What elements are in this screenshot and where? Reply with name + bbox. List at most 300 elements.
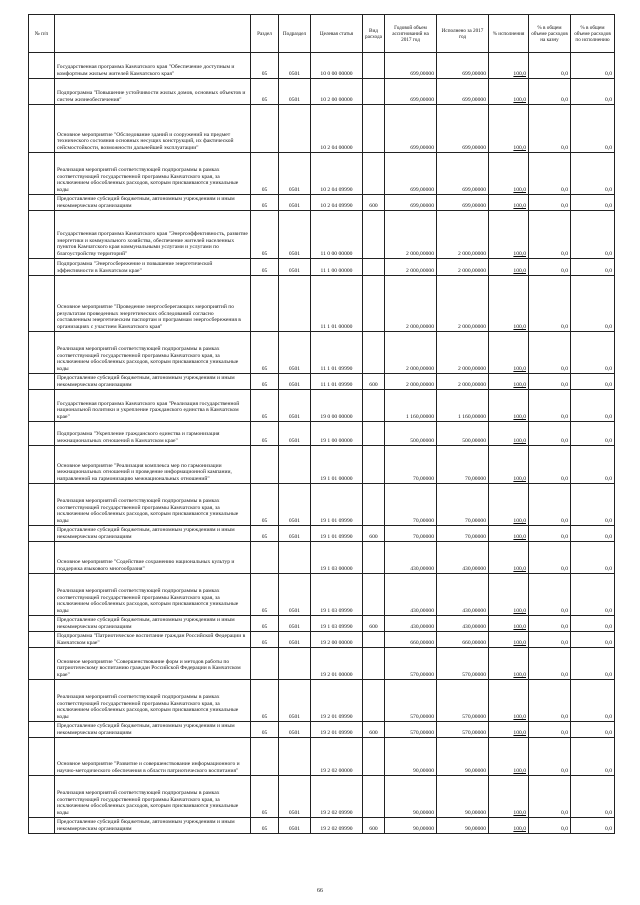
cell-name: Подпрограмма "Энергосбережение и повышение энергетической эффективности в Камчатском крае" xyxy=(55,259,251,276)
cell-pct: 100,0 xyxy=(489,738,529,776)
cell-pct: 100,0 xyxy=(489,153,529,195)
cell-pr: 0501 xyxy=(279,484,311,526)
cell-p1: 0,0 xyxy=(529,616,571,632)
cell-p1: 0,0 xyxy=(529,818,571,834)
table-row xyxy=(29,776,615,818)
cell-p2: 0,0 xyxy=(571,259,615,276)
cell-rz xyxy=(251,446,279,484)
cell-pr: 0501 xyxy=(279,195,311,211)
table-row xyxy=(29,105,615,153)
cell-p1: 0,0 xyxy=(529,211,571,259)
cell-vr xyxy=(363,79,385,105)
cell-rz: 05 xyxy=(251,680,279,722)
cell-p1: 0,0 xyxy=(529,153,571,195)
cell-p2: 0,0 xyxy=(571,616,615,632)
cell-p2: 0,0 xyxy=(571,542,615,574)
cell-exec: 699,00000 xyxy=(437,53,489,79)
table-row xyxy=(29,632,615,648)
cell-num xyxy=(29,542,55,574)
cell-exec: 699,00000 xyxy=(437,195,489,211)
cell-p2: 0,0 xyxy=(571,374,615,390)
cell-p1: 0,0 xyxy=(529,542,571,574)
cell-vr: 600 xyxy=(363,526,385,542)
cell-exec: 90,00000 xyxy=(437,818,489,834)
cell-pr xyxy=(279,276,311,332)
cell-rz: 05 xyxy=(251,259,279,276)
cell-pct: 100,0 xyxy=(489,53,529,79)
cell-pr: 0501 xyxy=(279,79,311,105)
cell-pr: 0501 xyxy=(279,53,311,79)
cell-p2: 0,0 xyxy=(571,680,615,722)
cell-pct: 100,0 xyxy=(489,542,529,574)
cell-exec: 70,00000 xyxy=(437,446,489,484)
cell-p2: 0,0 xyxy=(571,105,615,153)
cell-p1: 0,0 xyxy=(529,484,571,526)
cell-plan: 699,00000 xyxy=(385,79,437,105)
cell-pr: 0501 xyxy=(279,422,311,446)
cell-pr: 0501 xyxy=(279,526,311,542)
cell-num xyxy=(29,446,55,484)
cell-rz: 05 xyxy=(251,332,279,374)
cell-csr: 10 2 04 09990 xyxy=(311,153,363,195)
cell-p1: 0,0 xyxy=(529,374,571,390)
cell-num xyxy=(29,195,55,211)
cell-plan: 699,00000 xyxy=(385,53,437,79)
cell-name: Основное мероприятие "Проведение энергосберегающих мероприятий по результатам проведенных энергетических обследований согласно составленным энергетическим паспортам и программам энергосбережения в организациях с участием Камчатского края" xyxy=(55,276,251,332)
cell-rz: 05 xyxy=(251,484,279,526)
cell-num xyxy=(29,616,55,632)
cell-num xyxy=(29,259,55,276)
cell-p2: 0,0 xyxy=(571,332,615,374)
cell-pct: 100,0 xyxy=(489,390,529,422)
cell-csr: 19 1 03 09990 xyxy=(311,574,363,616)
table-row xyxy=(29,526,615,542)
cell-name: Основное мероприятие "Содействие сохранению национальных культур и поддержка языкового многообразия" xyxy=(55,542,251,574)
table-row xyxy=(29,446,615,484)
cell-rz xyxy=(251,276,279,332)
cell-num xyxy=(29,422,55,446)
cell-plan: 2 000,00000 xyxy=(385,259,437,276)
cell-p2: 0,0 xyxy=(571,211,615,259)
cell-num xyxy=(29,776,55,818)
cell-csr: 11 1 01 09990 xyxy=(311,374,363,390)
cell-exec: 70,00000 xyxy=(437,526,489,542)
cell-p1: 0,0 xyxy=(529,680,571,722)
cell-vr xyxy=(363,484,385,526)
cell-name: Государственная программа Камчатского края "Реализация государственной национальной политики и укрепление гражданского единства в Камчатском крае" xyxy=(55,390,251,422)
cell-vr: 600 xyxy=(363,195,385,211)
col-razdel: Раздел xyxy=(251,15,279,53)
col-csr: Целевая статья xyxy=(311,15,363,53)
cell-pct: 100,0 xyxy=(489,374,529,390)
cell-name: Реализация мероприятий соответствующей подпрограммы в рамках соответствующей государственной программы Камчатского края, за исключением обособленных расходов, которым присваиваются уникальные коды xyxy=(55,484,251,526)
cell-vr xyxy=(363,632,385,648)
cell-csr: 19 2 02 09990 xyxy=(311,818,363,834)
cell-pct: 100,0 xyxy=(489,211,529,259)
table-row xyxy=(29,422,615,446)
cell-rz: 05 xyxy=(251,211,279,259)
cell-exec: 90,00000 xyxy=(437,776,489,818)
cell-plan: 2 000,00000 xyxy=(385,332,437,374)
cell-p2: 0,0 xyxy=(571,195,615,211)
cell-pr: 0501 xyxy=(279,390,311,422)
table-header-row xyxy=(29,15,615,53)
table-row xyxy=(29,79,615,105)
cell-num xyxy=(29,390,55,422)
table-row xyxy=(29,818,615,834)
cell-vr xyxy=(363,211,385,259)
cell-pct: 100,0 xyxy=(489,446,529,484)
cell-p2: 0,0 xyxy=(571,722,615,738)
cell-num xyxy=(29,738,55,776)
col-pct: % исполнения xyxy=(489,15,529,53)
cell-rz: 05 xyxy=(251,79,279,105)
cell-rz xyxy=(251,542,279,574)
cell-plan: 500,00000 xyxy=(385,422,437,446)
cell-num xyxy=(29,526,55,542)
cell-pct: 100,0 xyxy=(489,332,529,374)
cell-p1: 0,0 xyxy=(529,390,571,422)
cell-csr: 10 2 04 00000 xyxy=(311,105,363,153)
cell-vr: 600 xyxy=(363,722,385,738)
cell-pct: 100,0 xyxy=(489,105,529,153)
cell-pct: 100,0 xyxy=(489,776,529,818)
col-pct-total: % в общем объеме расходов на казну xyxy=(529,15,571,53)
cell-p1: 0,0 xyxy=(529,422,571,446)
cell-pct: 100,0 xyxy=(489,276,529,332)
cell-rz: 05 xyxy=(251,374,279,390)
cell-csr: 10 2 00 00000 xyxy=(311,79,363,105)
cell-vr xyxy=(363,259,385,276)
cell-plan: 70,00000 xyxy=(385,526,437,542)
cell-rz: 05 xyxy=(251,153,279,195)
cell-pct: 100,0 xyxy=(489,616,529,632)
cell-pct: 100,0 xyxy=(489,259,529,276)
cell-pr: 0501 xyxy=(279,722,311,738)
cell-num xyxy=(29,53,55,79)
cell-num xyxy=(29,574,55,616)
cell-pr: 0501 xyxy=(279,211,311,259)
cell-exec: 570,00000 xyxy=(437,680,489,722)
cell-plan: 570,00000 xyxy=(385,722,437,738)
cell-csr: 19 1 01 09990 xyxy=(311,484,363,526)
cell-p2: 0,0 xyxy=(571,53,615,79)
cell-plan: 430,00000 xyxy=(385,616,437,632)
cell-p1: 0,0 xyxy=(529,276,571,332)
table-row xyxy=(29,374,615,390)
cell-p1: 0,0 xyxy=(529,259,571,276)
col-podrazdel: Подраздел xyxy=(279,15,311,53)
cell-num xyxy=(29,722,55,738)
cell-pr xyxy=(279,738,311,776)
cell-csr: 11 1 00 00000 xyxy=(311,259,363,276)
cell-pct: 100,0 xyxy=(489,195,529,211)
cell-num xyxy=(29,276,55,332)
cell-csr: 19 1 01 09990 xyxy=(311,526,363,542)
page-number: 66 xyxy=(317,888,323,894)
table-row xyxy=(29,616,615,632)
cell-pr: 0501 xyxy=(279,153,311,195)
cell-name: Реализация мероприятий соответствующей подпрограммы в рамках соответствующей государственной программы Камчатского края, за исключением обособленных расходов, которым присваиваются уникальные коды xyxy=(55,776,251,818)
cell-p1: 0,0 xyxy=(529,776,571,818)
cell-num xyxy=(29,680,55,722)
cell-csr: 19 2 00 00000 xyxy=(311,632,363,648)
cell-csr: 19 1 00 00000 xyxy=(311,422,363,446)
cell-p1: 0,0 xyxy=(529,722,571,738)
cell-num xyxy=(29,632,55,648)
cell-plan: 2 000,00000 xyxy=(385,211,437,259)
cell-pr xyxy=(279,542,311,574)
cell-rz: 05 xyxy=(251,422,279,446)
cell-p2: 0,0 xyxy=(571,390,615,422)
cell-p2: 0,0 xyxy=(571,632,615,648)
cell-num xyxy=(29,153,55,195)
cell-pct: 100,0 xyxy=(489,574,529,616)
table-row xyxy=(29,680,615,722)
cell-p2: 0,0 xyxy=(571,648,615,680)
cell-pct: 100,0 xyxy=(489,526,529,542)
cell-csr: 19 1 01 00000 xyxy=(311,446,363,484)
cell-exec: 2 000,00000 xyxy=(437,276,489,332)
cell-exec: 500,00000 xyxy=(437,422,489,446)
cell-rz: 05 xyxy=(251,818,279,834)
cell-name: Предоставление субсидий бюджетным, автономным учреждениям и иным некоммерческим организациям xyxy=(55,195,251,211)
cell-p2: 0,0 xyxy=(571,526,615,542)
cell-p1: 0,0 xyxy=(529,105,571,153)
col-pct-executed: % в общем объеме расходов по исполнению xyxy=(571,15,615,53)
cell-p1: 0,0 xyxy=(529,446,571,484)
cell-csr: 10 0 00 00000 xyxy=(311,53,363,79)
cell-p1: 0,0 xyxy=(529,195,571,211)
cell-rz: 05 xyxy=(251,195,279,211)
table-row xyxy=(29,332,615,374)
cell-pr: 0501 xyxy=(279,632,311,648)
cell-vr xyxy=(363,680,385,722)
cell-name: Предоставление субсидий бюджетным, автономным учреждениям и иным некоммерческим организациям xyxy=(55,526,251,542)
col-plan: Годовой объем ассигнований на 2017 год xyxy=(385,15,437,53)
cell-csr: 19 2 01 09990 xyxy=(311,680,363,722)
cell-pct: 100,0 xyxy=(489,79,529,105)
cell-name: Реализация мероприятий соответствующей подпрограммы в рамках соответствующей государственной программы Камчатского края, за исключением обособленных расходов, которым присваиваются уникальные коды xyxy=(55,680,251,722)
cell-pct: 100,0 xyxy=(489,680,529,722)
cell-exec: 430,00000 xyxy=(437,574,489,616)
cell-rz xyxy=(251,648,279,680)
col-vr: Вид расхода xyxy=(363,15,385,53)
cell-plan: 90,00000 xyxy=(385,776,437,818)
cell-pct: 100,0 xyxy=(489,818,529,834)
cell-p1: 0,0 xyxy=(529,574,571,616)
cell-csr: 19 2 01 00000 xyxy=(311,648,363,680)
cell-p2: 0,0 xyxy=(571,446,615,484)
cell-name: Предоставление субсидий бюджетным, автономным учреждениям и иным некоммерческим организациям xyxy=(55,722,251,738)
cell-vr: 600 xyxy=(363,616,385,632)
cell-plan: 70,00000 xyxy=(385,446,437,484)
cell-rz xyxy=(251,738,279,776)
table-row xyxy=(29,211,615,259)
cell-pr: 0501 xyxy=(279,680,311,722)
table-row xyxy=(29,195,615,211)
cell-name: Основное мероприятие "Совершенствование форм и методов работы по патриотическому воспитанию граждан Российской Федерации в Камчатском крае" xyxy=(55,648,251,680)
cell-pr: 0501 xyxy=(279,574,311,616)
cell-num xyxy=(29,211,55,259)
cell-pct: 100,0 xyxy=(489,722,529,738)
cell-name: Реализация мероприятий соответствующей подпрограммы в рамках соответствующей государственной программы Камчатского края, за исключением обособленных расходов, которым присваиваются уникальные коды xyxy=(55,153,251,195)
cell-vr xyxy=(363,574,385,616)
cell-plan: 570,00000 xyxy=(385,680,437,722)
cell-name: Государственная программа Камчатского края "Обеспечение доступным и комфортным жильем жителей Камчатского края" xyxy=(55,53,251,79)
cell-p2: 0,0 xyxy=(571,574,615,616)
cell-p1: 0,0 xyxy=(529,648,571,680)
cell-vr xyxy=(363,105,385,153)
table-row xyxy=(29,276,615,332)
cell-pr: 0501 xyxy=(279,259,311,276)
cell-plan: 430,00000 xyxy=(385,574,437,616)
cell-rz: 05 xyxy=(251,616,279,632)
cell-csr: 10 2 04 09990 xyxy=(311,195,363,211)
table-row xyxy=(29,542,615,574)
cell-csr: 19 0 00 00000 xyxy=(311,390,363,422)
cell-csr: 11 0 00 00000 xyxy=(311,211,363,259)
cell-exec: 699,00000 xyxy=(437,105,489,153)
cell-num xyxy=(29,484,55,526)
cell-csr: 11 1 01 00000 xyxy=(311,276,363,332)
cell-name: Реализация мероприятий соответствующей подпрограммы в рамках соответствующей государственной программы Камчатского края, за исключением обособленных расходов, которым присваиваются уникальные коды xyxy=(55,574,251,616)
cell-rz: 05 xyxy=(251,390,279,422)
cell-vr: 600 xyxy=(363,374,385,390)
cell-exec: 70,00000 xyxy=(437,484,489,526)
cell-exec: 570,00000 xyxy=(437,648,489,680)
cell-plan: 90,00000 xyxy=(385,818,437,834)
cell-plan: 1 160,00000 xyxy=(385,390,437,422)
cell-pr: 0501 xyxy=(279,616,311,632)
cell-pr xyxy=(279,105,311,153)
col-executed: Исполнено за 2017 год xyxy=(437,15,489,53)
cell-exec: 430,00000 xyxy=(437,542,489,574)
cell-vr xyxy=(363,390,385,422)
cell-rz: 05 xyxy=(251,574,279,616)
cell-rz: 05 xyxy=(251,53,279,79)
cell-exec: 699,00000 xyxy=(437,153,489,195)
cell-pct: 100,0 xyxy=(489,484,529,526)
cell-pr: 0501 xyxy=(279,374,311,390)
cell-p2: 0,0 xyxy=(571,153,615,195)
cell-plan: 90,00000 xyxy=(385,738,437,776)
cell-num xyxy=(29,105,55,153)
cell-num xyxy=(29,818,55,834)
cell-p1: 0,0 xyxy=(529,526,571,542)
cell-plan: 699,00000 xyxy=(385,195,437,211)
cell-name: Подпрограмма "Патриотическое воспитание граждан Российской Федерации в Камчатском крае" xyxy=(55,632,251,648)
cell-p1: 0,0 xyxy=(529,738,571,776)
cell-name: Государственная программа Камчатского края "Энергоэффективность, развитие энергетики и коммунального хозяйства, обеспечение жителей населенных пунктов Камчатского края коммунальными услугами и услугами по благоустройству территорий" xyxy=(55,211,251,259)
cell-plan: 699,00000 xyxy=(385,153,437,195)
cell-rz: 05 xyxy=(251,776,279,818)
cell-vr xyxy=(363,738,385,776)
budget-table xyxy=(28,14,615,834)
cell-pct: 100,0 xyxy=(489,648,529,680)
table-row xyxy=(29,153,615,195)
cell-exec: 2 000,00000 xyxy=(437,211,489,259)
cell-vr: 600 xyxy=(363,818,385,834)
cell-plan: 70,00000 xyxy=(385,484,437,526)
cell-exec: 660,00000 xyxy=(437,632,489,648)
cell-csr: 19 2 02 00000 xyxy=(311,738,363,776)
cell-name: Основное мероприятие "Реализация комплекса мер по гармонизации межнациональных отношений и проведение информационной кампании, направленной на гармонизацию межнациональных отношений" xyxy=(55,446,251,484)
cell-num xyxy=(29,374,55,390)
cell-pr: 0501 xyxy=(279,776,311,818)
cell-plan: 699,00000 xyxy=(385,105,437,153)
cell-name: Подпрограмма "Повышение устойчивости жилых домов, основных объектов и систем жизнеобеспечения" xyxy=(55,79,251,105)
cell-p1: 0,0 xyxy=(529,53,571,79)
cell-exec: 2 000,00000 xyxy=(437,259,489,276)
cell-p2: 0,0 xyxy=(571,484,615,526)
cell-p2: 0,0 xyxy=(571,738,615,776)
cell-rz xyxy=(251,105,279,153)
table-row xyxy=(29,484,615,526)
cell-csr: 11 1 01 09990 xyxy=(311,332,363,374)
cell-name: Предоставление субсидий бюджетным, автономным учреждениям и иным некоммерческим организациям xyxy=(55,818,251,834)
cell-p1: 0,0 xyxy=(529,332,571,374)
cell-vr xyxy=(363,276,385,332)
cell-num xyxy=(29,332,55,374)
cell-csr: 19 1 03 09990 xyxy=(311,616,363,632)
cell-p1: 0,0 xyxy=(529,79,571,105)
table-row xyxy=(29,738,615,776)
cell-rz: 05 xyxy=(251,632,279,648)
cell-exec: 2 000,00000 xyxy=(437,374,489,390)
cell-exec: 90,00000 xyxy=(437,738,489,776)
cell-vr xyxy=(363,153,385,195)
table-row xyxy=(29,259,615,276)
cell-p2: 0,0 xyxy=(571,422,615,446)
table-row xyxy=(29,648,615,680)
cell-vr xyxy=(363,446,385,484)
cell-plan: 570,00000 xyxy=(385,648,437,680)
table-row xyxy=(29,722,615,738)
cell-csr: 19 2 01 09990 xyxy=(311,722,363,738)
cell-name: Подпрограмма "Укрепление гражданского единства и гармонизация межнациональных отношений в Камчатском крае" xyxy=(55,422,251,446)
cell-vr xyxy=(363,648,385,680)
cell-vr xyxy=(363,332,385,374)
cell-p2: 0,0 xyxy=(571,776,615,818)
cell-pr xyxy=(279,446,311,484)
cell-vr xyxy=(363,542,385,574)
cell-exec: 699,00000 xyxy=(437,79,489,105)
cell-p2: 0,0 xyxy=(571,818,615,834)
cell-rz: 05 xyxy=(251,722,279,738)
col-name xyxy=(55,15,251,53)
cell-pr xyxy=(279,648,311,680)
cell-csr: 19 1 03 00000 xyxy=(311,542,363,574)
cell-exec: 570,00000 xyxy=(437,722,489,738)
cell-name: Основное мероприятие "Развитие и совершенствование информационного и научно-методического обеспечения в области патриотического воспитания" xyxy=(55,738,251,776)
cell-plan: 2 000,00000 xyxy=(385,374,437,390)
cell-rz: 05 xyxy=(251,526,279,542)
cell-pr: 0501 xyxy=(279,332,311,374)
cell-exec: 430,00000 xyxy=(437,616,489,632)
cell-pr: 0501 xyxy=(279,818,311,834)
cell-exec: 2 000,00000 xyxy=(437,332,489,374)
cell-plan: 430,00000 xyxy=(385,542,437,574)
cell-p2: 0,0 xyxy=(571,276,615,332)
cell-num xyxy=(29,648,55,680)
cell-p2: 0,0 xyxy=(571,79,615,105)
table-row xyxy=(29,390,615,422)
cell-name: Предоставление субсидий бюджетным, автономным учреждениям и иным некоммерческим организациям xyxy=(55,616,251,632)
cell-plan: 660,00000 xyxy=(385,632,437,648)
cell-name: Реализация мероприятий соответствующей подпрограммы в рамках соответствующей государственной программы Камчатского края, за исключением обособленных расходов, которым присваиваются уникальные коды xyxy=(55,332,251,374)
cell-vr xyxy=(363,776,385,818)
